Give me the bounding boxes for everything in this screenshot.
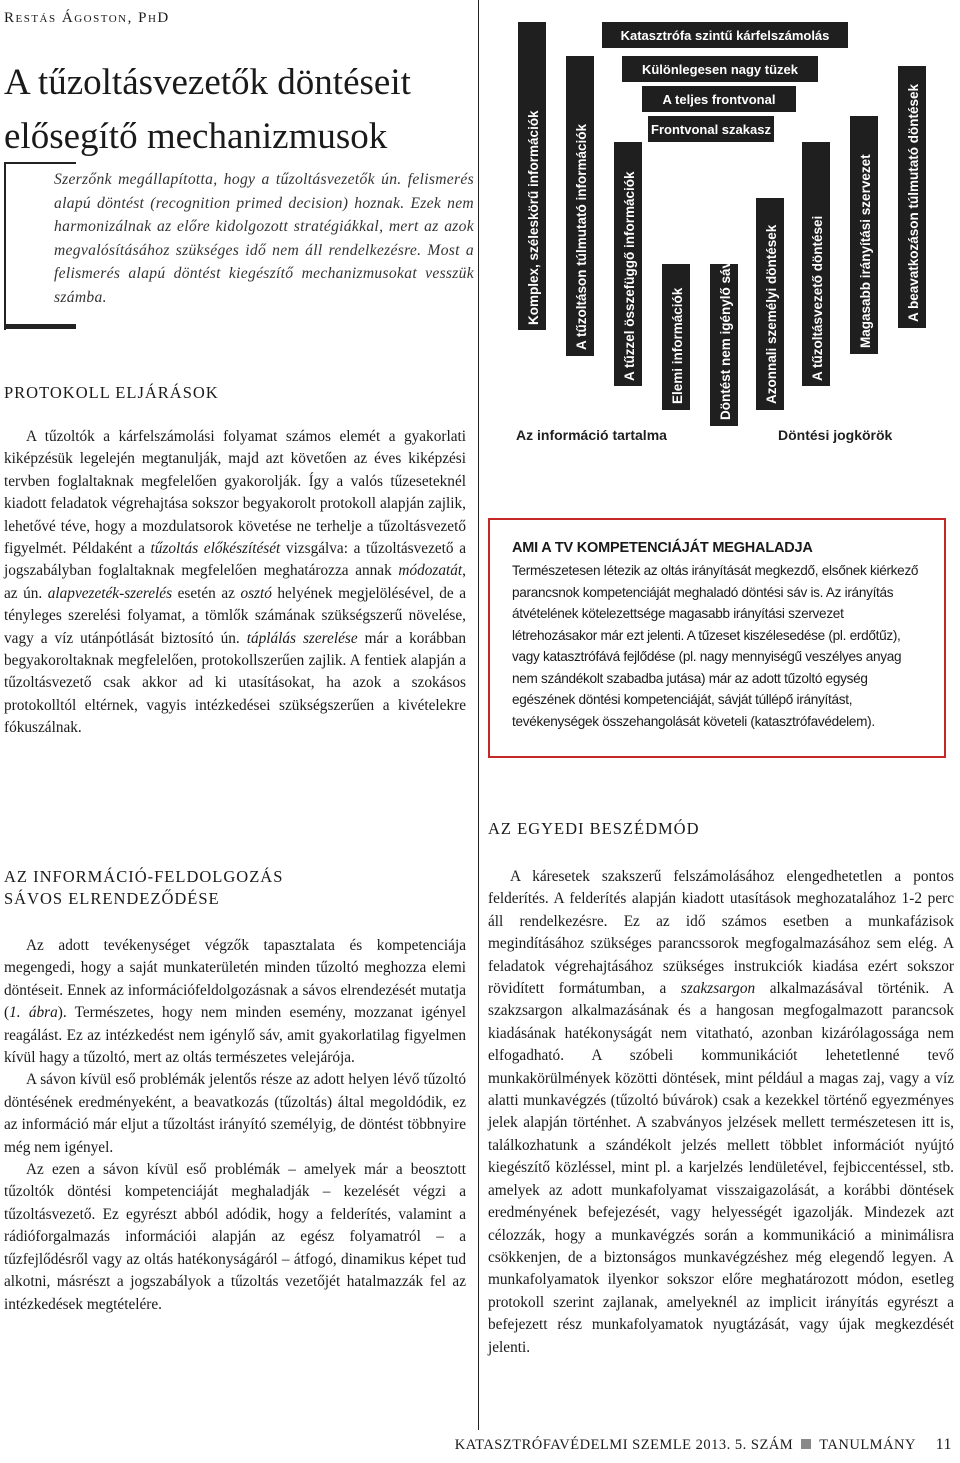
axis-label-info: Az információ tartalma xyxy=(516,427,667,443)
section-heading-protocol: PROTOKOLL ELJÁRÁSOK xyxy=(4,383,219,402)
page-footer xyxy=(455,1436,952,1454)
right-bar-label-1: Azonnali személyi döntések xyxy=(764,224,779,404)
author-name: Restás Ágoston, PhD xyxy=(4,10,170,26)
diagram-svg xyxy=(488,0,960,460)
sidebar-box-body: Természetesen létezik az oltás irányítását megkezdő, elsőnek kiérkező parancsnok kompetenciáját meghaladó döntési sáv is. Az irányítás átvételének kötelezettsége magasabb irányítási szervezet létrehozásakor már ezt jelenti. A tűzeset kiszélesedése (pl. erdőtűz), vagy katasztrófává fejlődése (pl. nagy mennyiségű veszélyes anyag nem szándékolt szabadba jutása) már az adott tűzoltó egység egészének döntési kompetenciáját, sávját túllépő irányítást, tevékenységek összehangolását követeli (katasztrófavédelem). xyxy=(512,563,919,729)
decision-band-diagram xyxy=(488,0,960,460)
command-paragraph: A káresetek szakszerű felszámolásához elengedhetetlen a pontos felderítés. A felderítés alapján kiadott utasítások meghozatalához 1-2 perc áll rendelkezésre. Ez az idő számos esetben a munkafázisok megindításához szükséges parancssorok megfogalmazásához sem elég. A feladatok végrehajtásához szükséges instrukciók kiadása ezért sokszor rövidített formátumban, a szakzsargon alkalmazásával történik. A szakzsargon alkalmazásának és a hangosan megfogalmazott parancsok kiadásának hatékonyságát nem vitatható, azonban kizárólagossága nem elfogadható. A szóbeli kommunikációt lehetetlenné tevő munkakörülmények közötti döntések, mint például a magas zaj, vagy a víz alatti munkavégzés (tűzoltó búvárok) csak a kezekkel történő egyezményes jelek alapján történhet. A szabványos jelzések mellett természetesen itt is, találkozhatunk a szándékolt jelzés mellett többlet információt nyújtó kiegészítő közléssel, mint pl. a karjelzés lendületével, fejbiccentéssel, stb. amelyek az adott munkafolyamat visszaigazolását, a korábbi döntések eredményének befejezését, vagy helyességét igazolják. Mindezek azt célozzák, hogy a munkavégzés során a kommunikáció a minimálisra csökkenjen, de a biztonságos munkavégzéshez még elegendő legyen. A munkafolyamatok ilyenkor sokszor előre meghatározott módon, esetleg protokoll szerint zajlanak, amelyeknél az implicit irányítás egyrészt a befejezett rész munkafolyamatok nyugtázását, vagy újak megkezdését jelenti. xyxy=(488,868,954,1356)
footer-square-icon xyxy=(801,1439,811,1449)
level-label-2: Különlegesen nagy tüzek xyxy=(641,62,799,77)
left-bar-label-4: Elemi információk xyxy=(670,287,685,404)
right-bar-label-2: A tűzoltásvezető döntései xyxy=(810,215,825,381)
axis-label-decision: Döntési jogkörök xyxy=(778,427,893,443)
page-number: 11 xyxy=(935,1436,952,1453)
sidebar-box-title: AMI A TV KOMPETENCIÁJÁT MEGHALADJA xyxy=(512,540,813,556)
info-paragraph-3: Az ezen a sávon kívül eső problémák – amelyek már a beosztott tűzoltók döntési kompetenciáját meghaladják – kezelését végzi a tűzoltásvezető. Ez egyrészt abból adódik, hogy a felderítés, valamint a rádióforgalmazás információi alapján az egész folyamatról – a tűzfejlődésről vagy az oltás hatékonyságáról – átfogó, dinamikus képet tud alkotni, másrészt a jogszabályok a tűzoltás vezetőjét hatalmazzák fel az intézkedések megtételére. xyxy=(4,1161,466,1313)
footer-section: TANULMÁNY xyxy=(819,1437,916,1453)
lead-paragraph: Szerzőnk megállapította, hogy a tűzoltásvezetők ún. felismerés alapú döntést (recognition primed decision) hoznak. Ezek nem harmonizálnak az előre kidolgozott stratégiákkal, mert az azok megvalósításához szükséges idő nem áll rendelkezésre. Most a felismerés alapú döntést kiegészítő mechanizmusokat vesszük számba. xyxy=(54,171,474,306)
right-bar-label-3: Magasabb irányítási szervezet xyxy=(858,154,873,348)
lead-bracket-top xyxy=(4,162,76,164)
section-heading-command: AZ EGYEDI BESZÉDMÓD xyxy=(488,819,700,838)
left-bar-label-2: A tűzoltáson túlmutató információk xyxy=(574,124,589,350)
section-heading-info: AZ INFORMÁCIÓ-FELDOLGOZÁS SÁVOS ELRENDEZŐDÉSE xyxy=(4,867,284,908)
sidebar-box xyxy=(488,518,946,758)
level-label-1: Katasztrófa szintű kárfelszámolás xyxy=(620,28,830,43)
article-title: A tűzoltásvezetők döntéseit elősegítő mechanizmusok xyxy=(4,62,411,157)
command-text xyxy=(488,866,954,1359)
level-label-3: A teljes frontvonal xyxy=(662,92,776,107)
center-bar-label: Döntést nem igénylő sáv xyxy=(718,260,733,420)
info-paragraph-1: Az adott tevékenységet végzők tapasztalata és kompetenciája megengedi, hogy a saját munkaterületén minden tűzoltó meghozza elemi döntéseit. Ennek az információfeldolgozásnak a sávos elrendezését mutatja (1. ábra). Természetes, hogy nem minden esemény, mozzanat igényel reagálást. Ez az intézkedést nem igénylő sáv, amit gyakorlatilag figyelmen kívül hagy a tűzoltó, mert az oltás természetes velejárója. xyxy=(4,937,466,1067)
left-bar-label-3: A tűzzel összefüggő információk xyxy=(622,171,637,381)
info-text xyxy=(4,935,466,1316)
protocol-paragraph: A tűzoltók a kárfelszámolási folyamat számos elemét a gyakorlati kiképzésük legelején megtanulják, majd azt követően az éves kiképzési tervben foglaltaknak megfelelően gyakorolják. Így a valós tűzeseteknél kiadott feladatok végrehajtása sokszor begyakorolt protokoll alapján zajlik, lehetővé téve, hogy a mozdulatsorok követése ne terhelje a tűzoltásvezető figyelmét. Példaként a tűzoltás előkészítését vizsgálva: a tűzoltásvezető a jogszabályban foglaltaknak megfelelően meghatározza annak módozatát, az ún. alapvezeték-szerelés esetén az osztó helyének megjelölésével, de a tényleges szerelési folyamat, a tömlők számának szükségszerű növelése, vagy a víz utánpótlását biztosító ún. táplálás szerelése már a korábban begyakoroltaknak megfelelően, protokollszerűen zajlik. A fentiek alapján a tűzoltásvezető csak akkor ad ki utasításokat, ha azok a szokásos protokolltól eltérnek, vagyis intézkedései szükségszerűen a kivételekre fókuszálnak. xyxy=(4,428,466,737)
right-bar-label-4: A beavatkozáson túlmutató döntések xyxy=(906,83,921,322)
level-label-4: Frontvonal szakasz xyxy=(651,122,771,137)
lead-bracket-side xyxy=(4,162,6,330)
left-bar-label-1: Komplex, széleskörű információk xyxy=(526,110,541,325)
protocol-text xyxy=(4,426,466,740)
column-divider xyxy=(478,0,479,1430)
lead-bracket-bottom xyxy=(4,324,76,329)
footer-journal: KATASZTRÓFAVÉDELMI SZEMLE 2013. 5. SZÁM xyxy=(454,1437,794,1453)
info-paragraph-2: A sávon kívül eső problémák jelentős része az adott helyen lévő tűzoltó döntésének eredményeként, a beavatkozás (tűzoltás) által megoldódik, ez az információ már eljut a tűzoltást irányító személyig, de döntést többnyire még nem igényel. xyxy=(4,1071,466,1156)
